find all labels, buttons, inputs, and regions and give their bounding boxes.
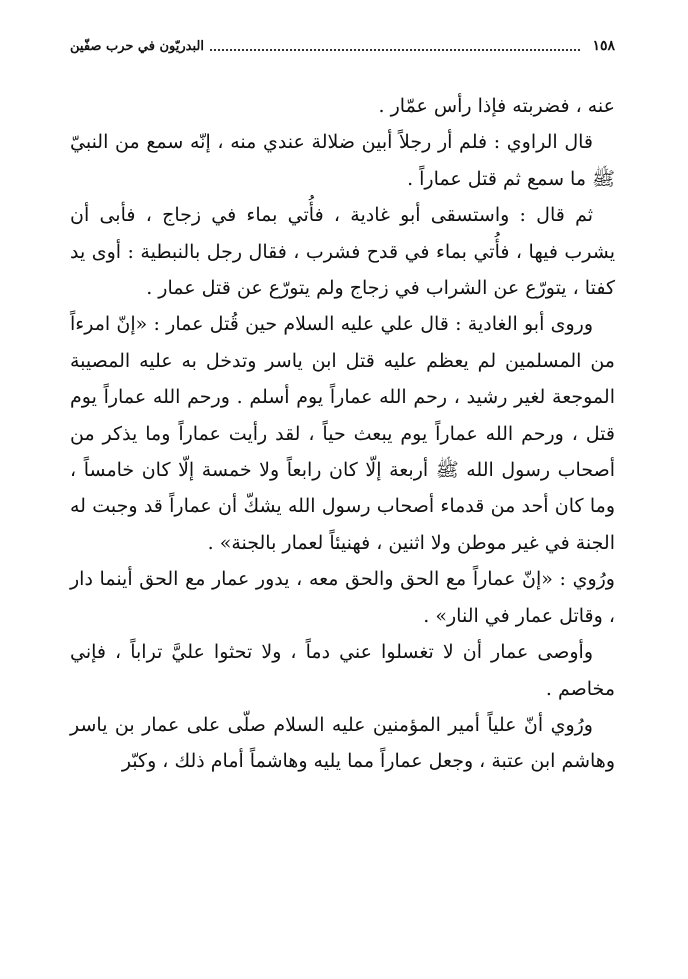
paragraph: ورُوي أنّ علياً أمير المؤمنين عليه السلام صلّى على عمار بن ياسر وهاشم ابن عتبة ، وجعل عماراً مما يليه وهاشماً أمام ذلك ، وكبّر [70,713,615,773]
paragraph: قال الراوي : فلم أر رجلاً أبين ضلالة عندي منه ، إنّه سمع من النبيّ ﷺ ما سمع ثم قتل عماراً . [70,131,615,190]
page-header [70,34,615,58]
dotted-leader [210,49,580,51]
paragraph: وأوصى عمار أن لا تغسلوا عني دماً ، ولا تحثوا عليَّ تراباً ، فإني مخاصم . [70,641,615,700]
paragraph: وروى أبو الغادية : قال علي عليه السلام حين قُتل عمار : «إنّ امرءاً من المسلمين لم يعظم عليه قتل ابن ياسر وتدخل به عليه المصيبة الموجعة لغير رشيد ، رحم الله عماراً يوم أسلم . ورحم الله عماراً يوم قتل ، ورحم الله عماراً يوم يبعث حياً ، لقد رأيت عماراً وما يذكر من أصحاب رسول الله ﷺ أربعة إلّا كان رابعاً ولا خمسة إلّا كان خامساً ، وما كان أحد من قدماء أصحاب رسول الله يشكّ أن عماراً قد وجبت له الجنة في غير موطن ولا اثنين ، فهنيئاً لعمار بالجنة» . [70,313,615,554]
page-number: ١٥٨ [592,38,615,54]
paragraph: عنه ، فضربته فإذا رأس عمّار . [378,95,615,117]
paragraph: ثم قال : واستسقى أبو غادية ، فأُتي بماء في زجاج ، فأبى أن يشرب فيها ، فأُتي بماء في قدح فشرب ، فقال رجل بالنبطية : أوى يد كفتا ، يتورّع عن الشراب في زجاج ولم يتورّع عن قتل عمار . [70,204,615,300]
paragraph: ورُوي : «إنّ عماراً مع الحق والحق معه ، يدور عمار مع الحق أينما دار ، وقاتل عمار في النار» . [70,568,615,627]
running-title: البدريّون في حرب صفّين [70,38,204,54]
page-body [70,88,615,780]
